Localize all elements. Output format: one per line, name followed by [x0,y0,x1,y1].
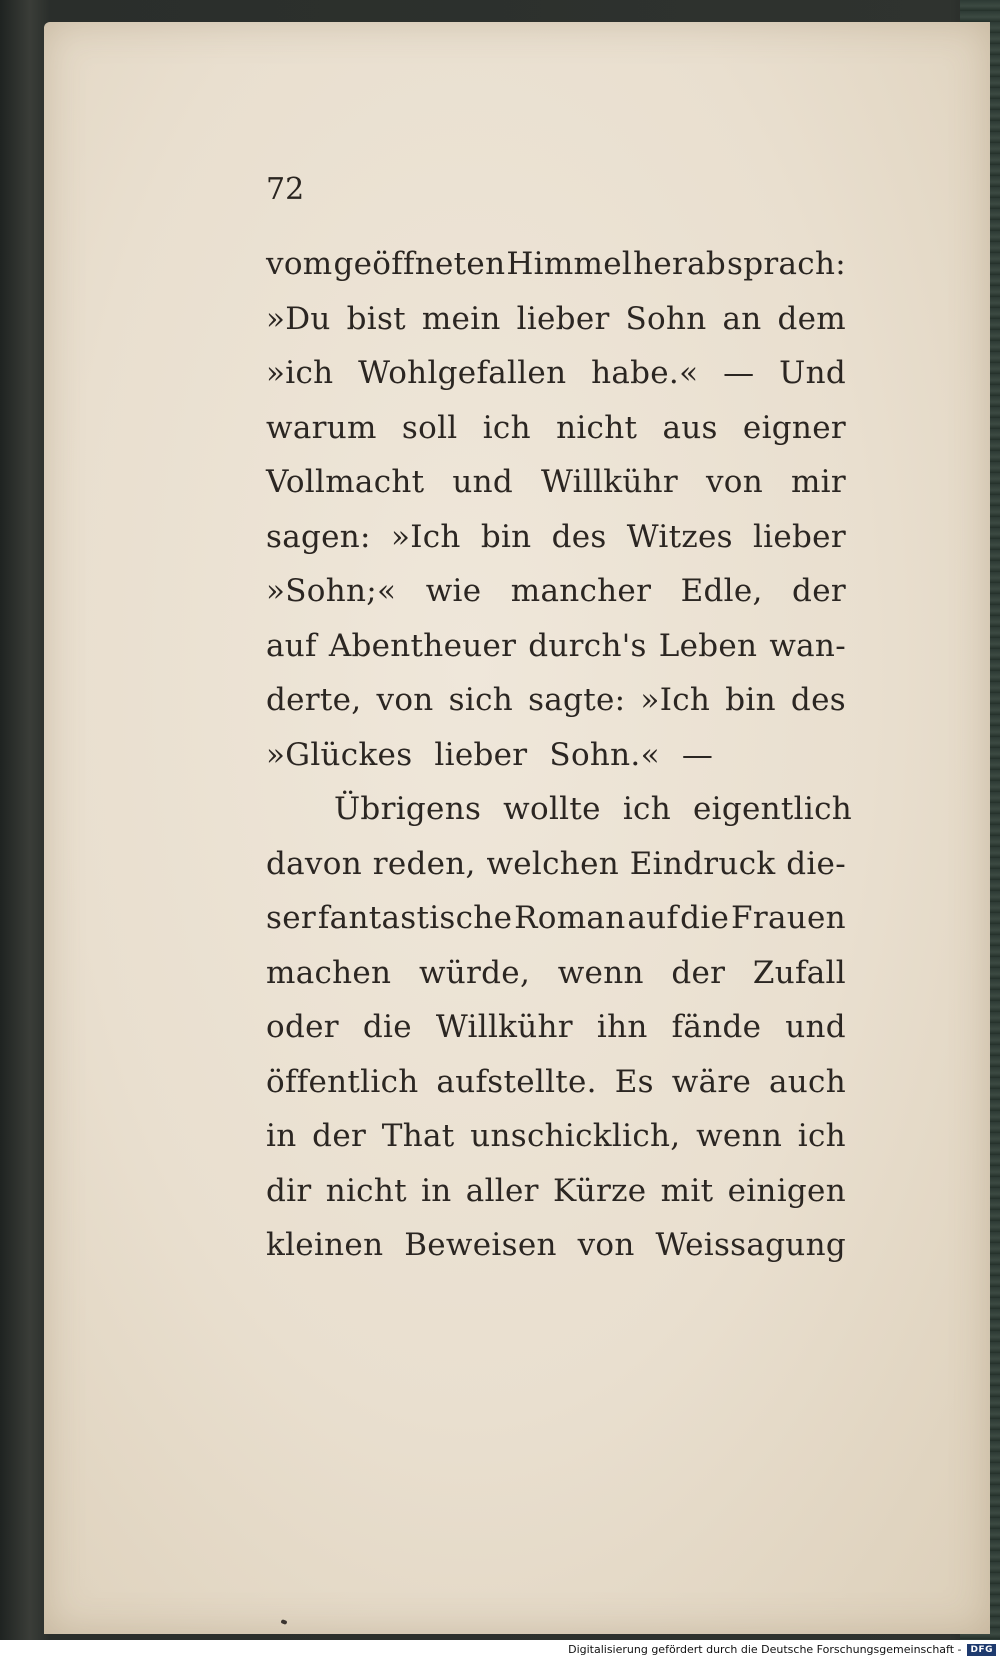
text-word: »Ich [390,518,461,555]
text-word: von [577,1227,635,1264]
text-word: vom [266,246,333,283]
text-word: wäre [671,1063,752,1100]
text-word: dir [266,1172,312,1209]
text-word: und [785,1009,846,1046]
text-word: Es [614,1063,654,1100]
text-line [266,619,846,674]
text-word: Frauen [731,900,846,937]
text-line [266,237,846,292]
text-word: einigen [727,1172,846,1209]
text-word: oder [266,1009,339,1046]
text-word: Weissagung [655,1227,846,1264]
text-line [266,1000,846,1055]
text-word: mir [790,464,846,501]
text-word: Sohn [625,300,707,337]
text-line [266,837,846,892]
text-word: des [551,518,607,555]
text-line [266,346,846,401]
text-word: lieber [752,518,846,555]
text-word: »Sohn;« [266,573,397,610]
page-number: 72 [266,172,305,207]
text-word: ihn [596,1009,648,1046]
text-line [266,292,846,347]
text-line [266,728,846,783]
paper-speck [280,1619,287,1625]
text-word: Willkühr [541,464,678,501]
text-word: würde, [418,954,531,991]
text-word: in [421,1172,452,1209]
text-word: davon [266,845,362,882]
text-word: auf [627,900,679,937]
text-word: reden, [372,845,476,882]
text-word: bist [346,300,406,337]
text-word: mein [421,300,501,337]
text-word: habe.« [591,355,699,392]
text-word: wenn [557,954,644,991]
text-word: soll [401,409,458,446]
text-word: Abentheuer [328,627,517,664]
text-word: bin [725,682,776,719]
text-word: ser [266,900,316,937]
text-word: lieber [516,300,610,337]
text-word: Kürze [553,1172,647,1209]
text-word: öffentlich [266,1063,419,1100]
text-word: welchen [486,845,619,882]
text-word: fantastische [317,900,513,937]
text-word: sich [448,682,513,719]
text-word: wenn [696,1118,783,1155]
text-word: That [381,1118,455,1155]
text-word: Witzes [626,518,733,555]
text-word: Roman [514,900,626,937]
text-word: auch [769,1063,846,1100]
text-word: sagen: [266,518,371,555]
text-line [266,510,846,565]
text-word: ich [797,1118,846,1155]
text-word: wie [425,573,482,610]
text-line [266,1109,846,1164]
text-word: »ich [266,355,334,392]
text-word: — [723,355,755,392]
text-word: die- [786,845,846,882]
text-word: die [680,900,730,937]
text-word: an [722,300,762,337]
text-word: Übrigens [334,791,482,828]
text-word: aller [465,1172,539,1209]
text-word: in [266,1118,297,1155]
text-word: herab [633,246,727,283]
text-body [266,237,852,1273]
text-line [266,455,846,510]
text-word: geöffneten [333,246,506,283]
text-word: von [376,682,434,719]
text-word: ich [482,409,531,446]
text-line [266,1218,846,1273]
text-word: mancher [510,573,652,610]
dfg-logo: DFG [967,1644,996,1656]
text-word: machen [266,954,392,991]
text-word: kleinen [266,1227,384,1264]
text-word: warum [266,409,377,446]
text-word: von [705,464,763,501]
text-word: bin [480,518,532,555]
text-word: der [312,1118,367,1155]
text-word: lieber [434,736,528,773]
text-line [266,891,846,946]
text-word: Willkühr [435,1009,573,1046]
text-word: der [792,573,846,610]
text-word: durch's [528,627,647,664]
text-word: Und [779,355,846,392]
text-word: nicht [556,409,638,446]
text-line [266,564,846,619]
text-word: ich [622,791,671,828]
text-word: eigentlich [692,791,852,828]
text-word: mit [660,1172,714,1209]
text-word: Beweisen [404,1227,557,1264]
text-word: aus [662,409,718,446]
text-word: Sohn.« [549,736,660,773]
text-word: Wohlgefallen [358,355,567,392]
text-line [266,1055,846,1110]
text-word: auf [266,627,317,664]
text-word: Leben [658,627,758,664]
text-word: unschicklich, [470,1118,681,1155]
text-line [266,782,852,837]
text-word: des [790,682,846,719]
text-word: derte, [266,682,362,719]
text-word: die [362,1009,412,1046]
text-word: Edle, [680,573,763,610]
text-word: sprach: [727,246,846,283]
text-line [266,673,846,728]
book-page [44,22,990,1634]
text-word: eigner [742,409,846,446]
text-word: »Glückes [266,736,413,773]
text-line [266,1164,846,1219]
text-word: Zufall [752,954,846,991]
text-line [266,401,846,456]
text-word: — [681,736,714,773]
text-word: Vollmacht [266,464,425,501]
text-word: aufstellte. [436,1063,597,1100]
footer-credit: Digitalisierung gefördert durch die Deutsche Forschungsgemeinschaft - [568,1643,962,1656]
text-word: fände [671,1009,762,1046]
text-word: wan- [769,627,846,664]
footer-bar [0,1640,1000,1659]
text-line [266,946,846,1001]
text-word: »Du [266,300,331,337]
text-word: sagte: [528,682,626,719]
text-word: Eindruck [629,845,776,882]
text-word: und [452,464,514,501]
text-word: nicht [325,1172,407,1209]
text-word: »Ich [640,682,711,719]
text-word: wollte [503,791,601,828]
text-word: Himmel [506,246,633,283]
text-word: dem [777,300,846,337]
text-word: der [671,954,726,991]
